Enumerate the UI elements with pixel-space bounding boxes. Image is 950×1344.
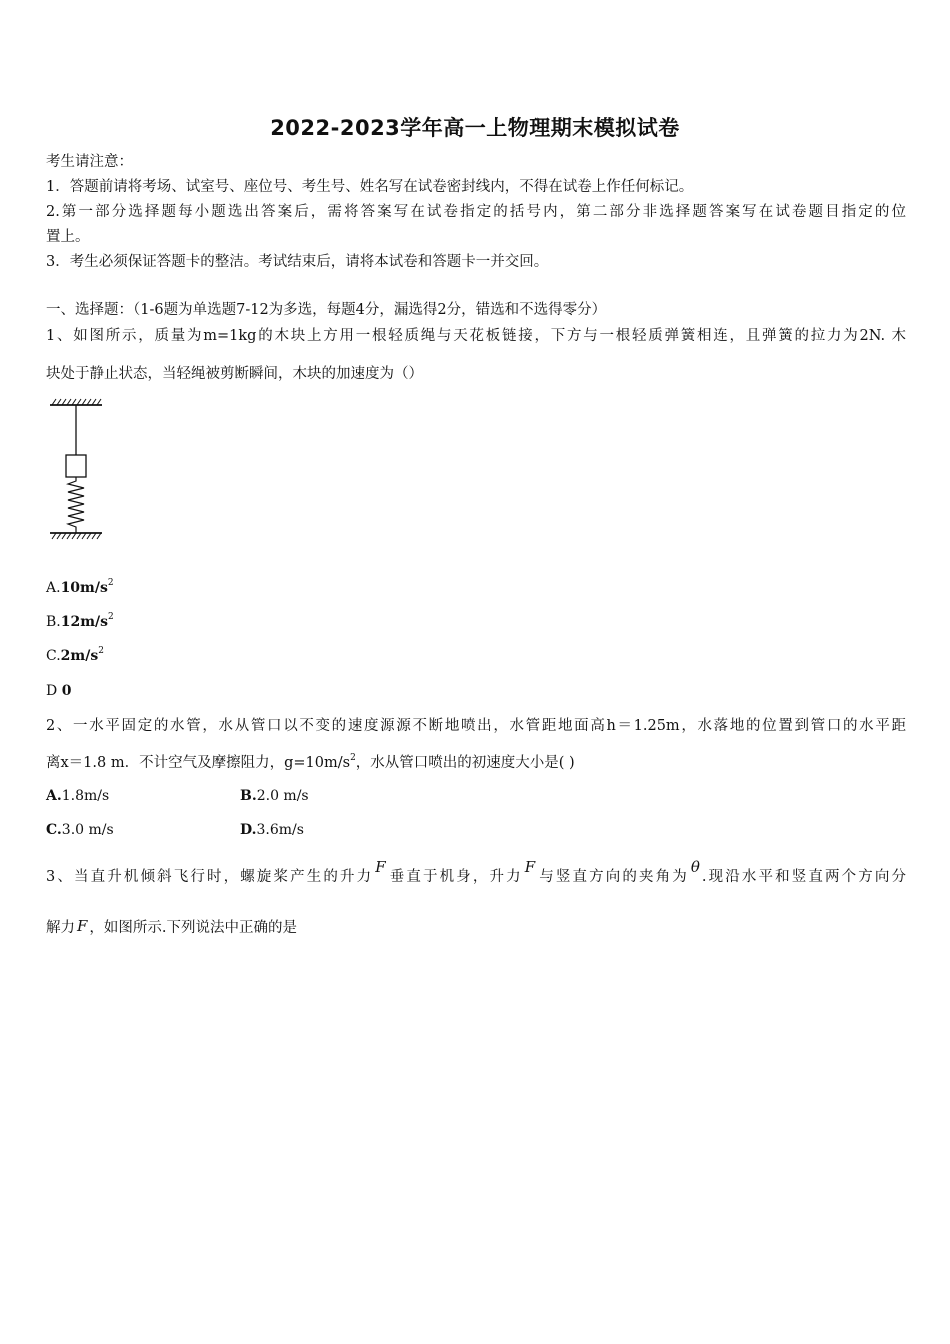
- page-title: 2022-2023学年高一上物理期末模拟试卷: [270, 116, 680, 140]
- q2-stem-line1: 2、一水平固定的水管，水从管口以不变的速度源源不断地喷出，水管距地面高h＝1.25m，水落地的位置到管口的水平距: [46, 718, 906, 734]
- q2-option-b: B.2.0 m/s: [240, 788, 309, 804]
- q3-stem-line1: 3、当直升机倾斜飞行时，螺旋桨产生的升力F垂直于机身，升力F与竖直方向的夹角为θ.现沿水平和竖直两个方向分: [46, 858, 906, 885]
- spring: [68, 477, 84, 533]
- q2-stem-line2: 离x＝1.8 m．不计空气及摩擦阻力，$g=10m/s^2$，水从管口喷出的初速度大小是( ): [46, 753, 575, 771]
- notice-item-2: 2.第一部分选择题每小题选出答案后，需将答案写在试卷指定的括号内，第二部分非选择题答案写在试卷题目指定的位: [46, 204, 906, 220]
- q1-option-d: D 0: [46, 683, 72, 699]
- q1-option-a: $A.10m/s^2$: [46, 578, 114, 596]
- q2-option-c: C.3.0 m/s: [46, 822, 114, 838]
- spring-block-figure: [46, 395, 106, 545]
- notice-item-3: 3．考生必须保证答题卡的整洁。考试结束后，请将本试卷和答题卡一并交回。: [46, 254, 549, 270]
- q2-option-a: A.1.8m/s: [46, 788, 110, 804]
- q1-option-b: $B.12m/s^2$: [46, 612, 114, 630]
- q1-stem-line2: 块处于静止状态，当轻绳被剪断瞬间，木块的加速度为（）: [46, 366, 423, 382]
- q2-option-d: D.3.6m/s: [240, 822, 304, 838]
- q1-stem-line1: 1、如图所示，质量为m=1kg的木块上方用一根轻质绳与天花板链接，下方与一根轻质弹簧相连，且弹簧的拉力为2N. 木: [46, 328, 906, 344]
- q3-stem-line2: 解力 F ，如图所示.下列说法中正确的是: [46, 917, 298, 936]
- notice-item-2-cont: 置上。: [46, 229, 90, 245]
- q1-option-c: $C.2m/s^2$: [46, 646, 104, 664]
- notice-heading: 考生请注意：: [46, 154, 133, 170]
- notice-item-1: 1．答题前请将考场、试室号、座位号、考生号、姓名写在试卷密封线内，不得在试卷上作任何标记。: [46, 179, 694, 195]
- floor-hatching: [52, 533, 101, 539]
- wooden-block: [66, 455, 86, 477]
- section-heading: 一、选择题：（1-6题为单选题7-12为多选，每题4分，漏选得2分，错选和不选得零分）: [46, 302, 607, 318]
